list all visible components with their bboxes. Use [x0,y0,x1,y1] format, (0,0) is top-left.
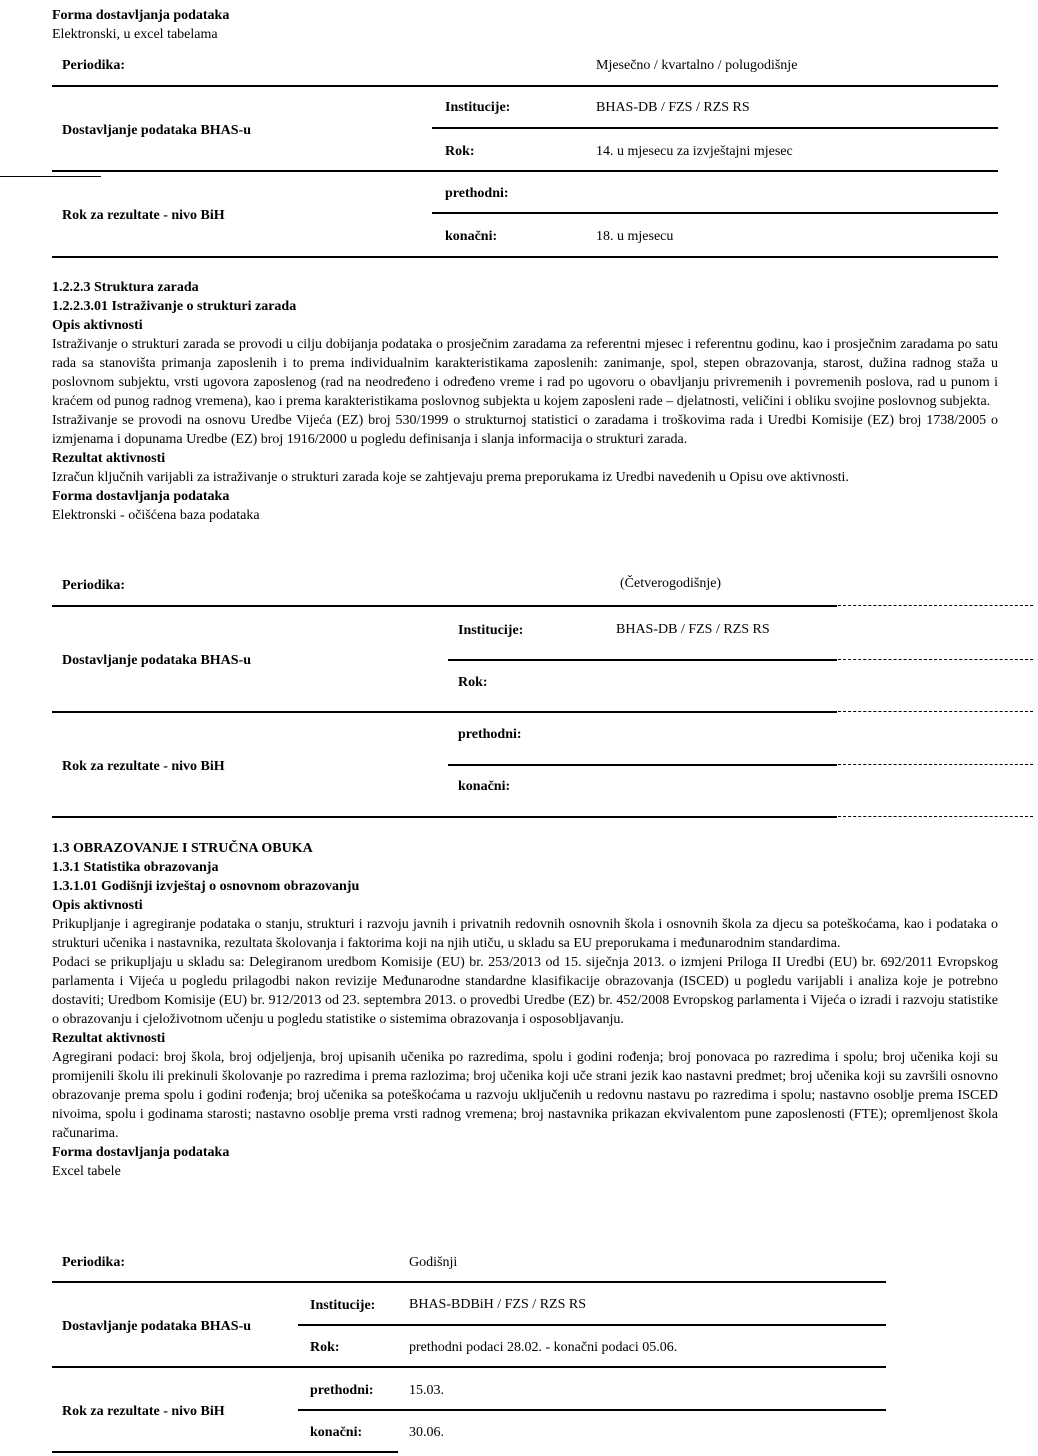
forma-value: Excel tabele [52,1164,121,1179]
prethodni-value: 15.03. [409,1383,444,1398]
konacni-label: konačni: [458,779,511,794]
table-rule [432,212,998,214]
institucije-value: BHAS-DB / FZS / RZS RS [596,100,750,115]
opis-paragraph: Podaci se prikupljaju u skladu sa: Delegiranom uredbom Komisije (EU) br. 253/2013 od 15. siječnja 2013. o izmjeni Priloga II Uredbi (EU) br. 692/2011 Evropskog parlamenta i Vijeća u pogledu prilagodbi nakon revizije Međunarodne standardne klasifikacije obrazovanja (ISCED) u pogledu varijabli i analiza koje je potrebno dostaviti; Uredbom Komisije (EU) br. 912/2013 od 23. septembra 2013. o provedbi Uredbe (EZ) br. 452/2008 Evropskog parlamenta i Vijeća o izradi i razvoju statistike o obrazovanju i cjeloživotnom učenju u pogledu statistike o sistemima obrazovanja i osposobljavanju. [52,955,998,1027]
table-rule [52,85,998,87]
table-rule-dashed [838,711,1033,712]
table-rule-dashed [838,764,1033,765]
dostavljanje-label: Dostavljanje podataka BHAS-u [62,123,252,138]
opis-heading: Opis aktivnosti [52,898,143,913]
table-rule [52,170,998,172]
section-heading: 1.2.2.3 Struktura zarada [52,280,199,295]
dostavljanje-label: Dostavljanje podataka BHAS-u [62,653,252,668]
rok-value: 14. u mjesecu za izvještajni mjesec [596,144,793,159]
konacni-value: 18. u mjesecu [596,229,674,244]
table-rule [52,816,837,818]
forma-value: Elektronski - očišćena baza podataka [52,508,260,523]
rok-label: Rok: [445,144,475,159]
forma-heading: Forma dostavljanja podataka [52,1145,230,1160]
rezultati-label: Rok za rezultate - nivo BiH [62,1404,225,1419]
opis-paragraph: Prikupljanje i agregiranje podataka o stanju, strukturi i razvoju javnih i privatnih redovnih osnovnih škola i osnovnih škola za djecu sa poteškoćama, kao i podataka o strukturi učenika i nastavnika, rezultata školovanja i faktorima koji na njih utiču, u skladu sa EU preporukama i međunarodnim standardima. [52,917,998,951]
rok-label: Rok: [310,1340,340,1355]
forma-heading: Forma dostavljanja podataka [52,489,230,504]
table-rule [448,659,837,661]
periodika-label: Periodika: [62,58,125,73]
section-obrazovanje [52,839,998,1181]
rok-value: prethodni podaci 28.02. - konačni podaci 05.06. [409,1340,678,1355]
institucije-value: BHAS-BDBiH / FZS / RZS RS [409,1297,586,1312]
rezultat-text: Agregirani podaci: broj škola, broj odjeljenja, broj upisanih učenika po razredima, spolu i godini rođenja; broj ponovaca po razredima i spolu; broj učenika koji su promijenili školu ili prekinuli školovanje po razredima i prema razlozima; broj učenika koji uče strani jezik kao nastavni predmet; broj učenika koji su završili osnovno obrazovanje prema spolu i godini rođenja; broj učenika sa poteškoćama u razvoju uključenih u redovnu nastavu po razredima i spolu; nastavno osoblje prema ISCED nivoima, spolu i godinama starosti; nastavno osoblje prema vrsti radnog vremena; broj nastavnika prikazan ekvivalentom pune zaposlenosti (FTE); opremljenost škola računarima. [52,1050,998,1141]
prethodni-label: prethodni: [310,1383,374,1398]
rezultati-label: Rok za rezultate - nivo BiH [62,759,225,774]
table-rule [52,605,837,607]
table-rule [298,1409,886,1411]
institucije-label: Institucije: [445,100,511,115]
rezultat-heading: Rezultat aktivnosti [52,1031,166,1046]
prethodni-label: prethodni: [458,727,522,742]
section-heading: 1.3 OBRAZOVANJE I STRUČNA OBUKA [52,841,313,856]
institucije-label: Institucije: [310,1298,376,1313]
rezultat-heading: Rezultat aktivnosti [52,451,166,466]
table-rule [448,764,837,766]
subsection-heading: 1.3.1 Statistika obrazovanja [52,860,219,875]
periodika-label: Periodika: [62,578,125,593]
subsection-heading: 1.3.1.01 Godišnji izvještaj o osnovnom obrazovanju [52,879,360,894]
section-struktura-zarada [52,278,998,525]
table-rule [52,711,837,713]
table-rule [52,256,998,258]
institucije-label: Institucije: [458,623,524,638]
konacni-value: 30.06. [409,1425,444,1440]
table-rule [432,127,998,129]
subsection-heading: 1.2.2.3.01 Istraživanje o strukturi zarada [52,299,297,314]
section-forma-top [52,6,998,44]
konacni-label: konačni: [310,1425,363,1440]
forma-value: Elektronski, u excel tabelama [52,27,218,42]
table-rule [52,1451,398,1453]
opis-paragraph: Istraživanje se provodi na osnovu Uredbe Vijeća (EZ) broj 530/1999 o strukturnoj statistici o zaradama i troškovima rada i Uredbi Komisije (EZ) broj 1738/2005 o izmjenama i dopunama Uredbe (EZ) broj 1916/2000 u pogledu definisanja i slanja informacija o strukturi zarada. [52,413,998,447]
prethodni-label: prethodni: [445,186,509,201]
table-rule [52,1281,886,1283]
opis-heading: Opis aktivnosti [52,318,143,333]
institucije-value: BHAS-DB / FZS / RZS RS [616,622,770,637]
footnote-rule [0,176,101,177]
rezultat-text: Izračun ključnih varijabli za istraživanje o strukturi zarada koje se zahtjevaju prema preporukama iz Uredbi navedenih u Opisu ove aktivnosti. [52,470,849,485]
periodika-value: (Četverogodišnje) [620,576,722,591]
table-rule-dashed [838,605,1033,606]
periodika-value: Godišnji [409,1255,458,1270]
opis-paragraph: Istraživanje o strukturi zarada se provodi u cilju dobijanja podataka o prosječnim zaradama za referentni mjesec i referentnu godinu, kao i prosječnim zaradama po satu rada sa stanovišta primanja zaposlenih i to prema individualnim karakteristikama zaposlenih: zanimanje, spol, stepen obrazovanja, starost, dužina radnog staža u poslovnom subjektu, vrsti ugovora zaposlenog (rad na neodređeno i određeno vreme i rad po ugovoru o obavljanju privremenih i povremenih poslova, rad u punom i kraćem od punog radnog vremena), kao i prema karakteristikama poslovnog subjekta u kojem zaposleni rade – djelatnosti, veličini i obliku svojine poslovnog subjekta. [52,337,998,409]
table-rule [52,1366,886,1368]
table-rule-dashed [838,659,1033,660]
periodika-value: Mjesečno / kvartalno / polugodišnje [596,58,798,73]
forma-heading: Forma dostavljanja podataka [52,8,230,23]
table-rule [298,1324,886,1326]
dostavljanje-label: Dostavljanje podataka BHAS-u [62,1319,252,1334]
periodika-label: Periodika: [62,1255,125,1270]
rok-label: Rok: [458,675,488,690]
table-rule-dashed [838,816,1033,817]
konacni-label: konačni: [445,229,498,244]
rezultati-label: Rok za rezultate - nivo BiH [62,208,225,223]
